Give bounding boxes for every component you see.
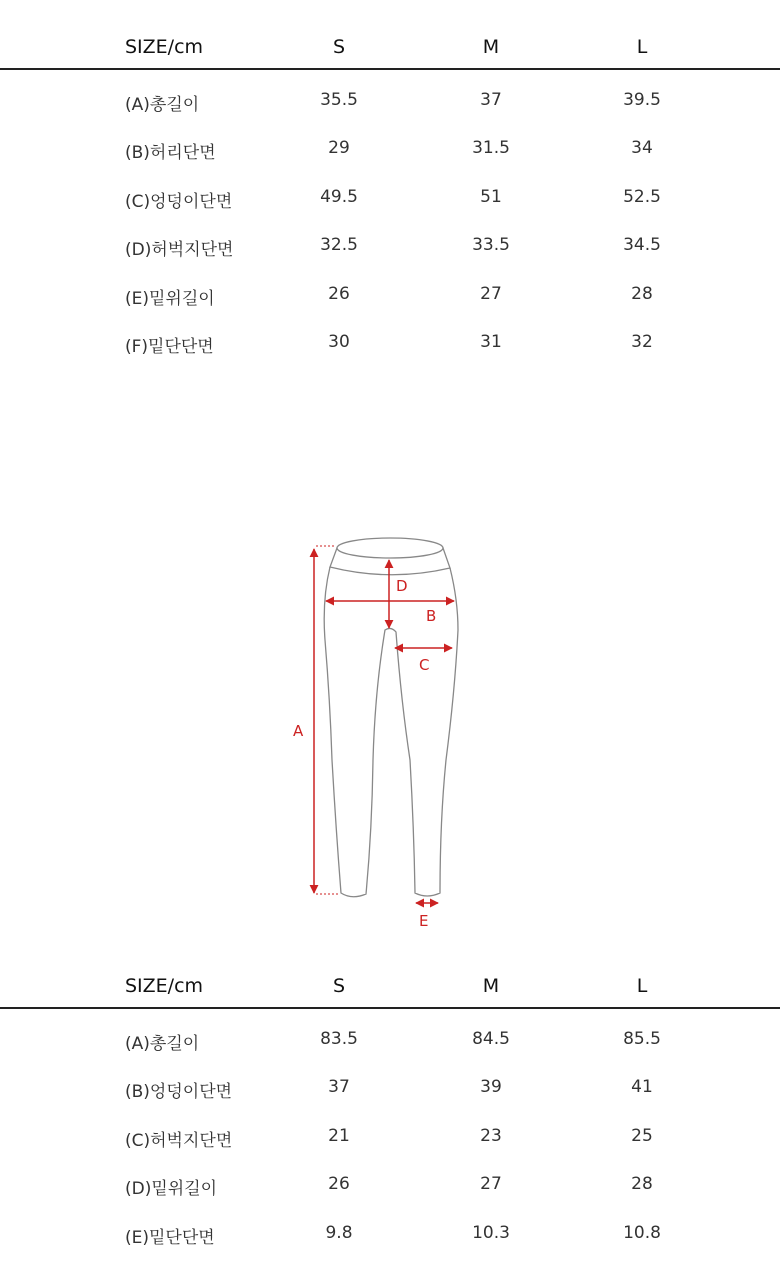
bottom-table-body	[0, 1009, 780, 1251]
top-table-header	[0, 0, 780, 70]
header-size-label: SIZE/cm	[125, 36, 204, 58]
cell-l: 52.5	[623, 186, 661, 207]
header-m: M	[482, 36, 500, 58]
label-d: D	[396, 577, 408, 595]
cell-l: 28	[631, 283, 653, 304]
row-label: (D)허벅지단면	[125, 240, 234, 261]
top-table-body	[0, 70, 780, 360]
table-row	[0, 167, 780, 215]
cell-m: 33.5	[472, 235, 510, 256]
row-label: (C)엉덩이단면	[125, 191, 233, 212]
leggings-diagram-icon	[280, 530, 480, 940]
cell-s: 32.5	[320, 235, 358, 256]
header-l: L	[636, 36, 648, 58]
table-row	[0, 1203, 780, 1251]
bottom-table-header	[0, 939, 780, 1009]
header-size-label: SIZE/cm	[125, 975, 204, 997]
table-row	[0, 118, 780, 166]
row-label: (C)허벅지단면	[125, 1130, 233, 1151]
cell-s: 49.5	[320, 186, 358, 207]
cell-s: 30	[328, 331, 350, 352]
cell-s: 26	[328, 283, 350, 304]
cell-s: 21	[328, 1125, 350, 1146]
cell-l: 34.5	[623, 235, 661, 256]
row-label: (A)총길이	[125, 1034, 200, 1054]
cell-m: 39	[480, 1077, 502, 1098]
cell-l: 85.5	[623, 1029, 661, 1049]
table-row	[0, 215, 780, 263]
cell-l: 25	[631, 1125, 653, 1146]
cell-s: 29	[328, 138, 350, 159]
table-row	[0, 70, 780, 118]
label-b: B	[426, 607, 437, 625]
cell-l: 32	[631, 331, 653, 352]
guide-lines	[316, 546, 340, 894]
table-row	[0, 1057, 780, 1105]
cell-m: 23	[480, 1125, 502, 1146]
row-label: (B)허리단면	[125, 143, 216, 164]
cell-m: 31	[480, 331, 502, 352]
row-label: (B)엉덩이단면	[125, 1082, 233, 1103]
header-s: S	[332, 36, 346, 58]
table-row	[0, 1009, 780, 1057]
cell-s: 26	[328, 1174, 350, 1195]
cell-l: 41	[631, 1077, 653, 1098]
row-label: (E)밑단단면	[125, 1227, 215, 1248]
cell-s: 37	[328, 1077, 350, 1098]
table-row	[0, 264, 780, 312]
cell-m: 51	[480, 186, 502, 207]
label-c: C	[419, 656, 430, 674]
table-row	[0, 1154, 780, 1202]
cell-s: 9.8	[325, 1222, 353, 1243]
label-e: E	[419, 912, 429, 930]
measurement-lines	[314, 549, 454, 903]
cell-m: 84.5	[472, 1029, 510, 1049]
leggings-outline	[324, 538, 458, 897]
cell-m: 27	[480, 283, 502, 304]
top-size-table	[0, 0, 780, 360]
cell-m: 27	[480, 1174, 502, 1195]
cell-s: 35.5	[320, 90, 358, 110]
cell-s: 83.5	[320, 1029, 358, 1049]
header-l: L	[636, 975, 648, 997]
cell-l: 34	[631, 138, 653, 159]
row-label: (A)총길이	[125, 95, 200, 115]
cell-l: 10.8	[623, 1222, 661, 1243]
bottom-size-table	[0, 939, 780, 1251]
row-label: (D)밑위길이	[125, 1179, 218, 1200]
row-label: (E)밑위길이	[125, 288, 215, 309]
cell-m: 37	[480, 90, 502, 110]
header-m: M	[482, 975, 500, 997]
cell-m: 31.5	[472, 138, 510, 159]
cell-l: 39.5	[623, 90, 661, 110]
cell-l: 28	[631, 1174, 653, 1195]
label-a: A	[293, 722, 304, 740]
cell-m: 10.3	[472, 1222, 510, 1243]
table-row	[0, 1106, 780, 1154]
table-row	[0, 312, 780, 360]
row-label: (F)밑단단면	[125, 336, 214, 357]
header-s: S	[332, 975, 346, 997]
